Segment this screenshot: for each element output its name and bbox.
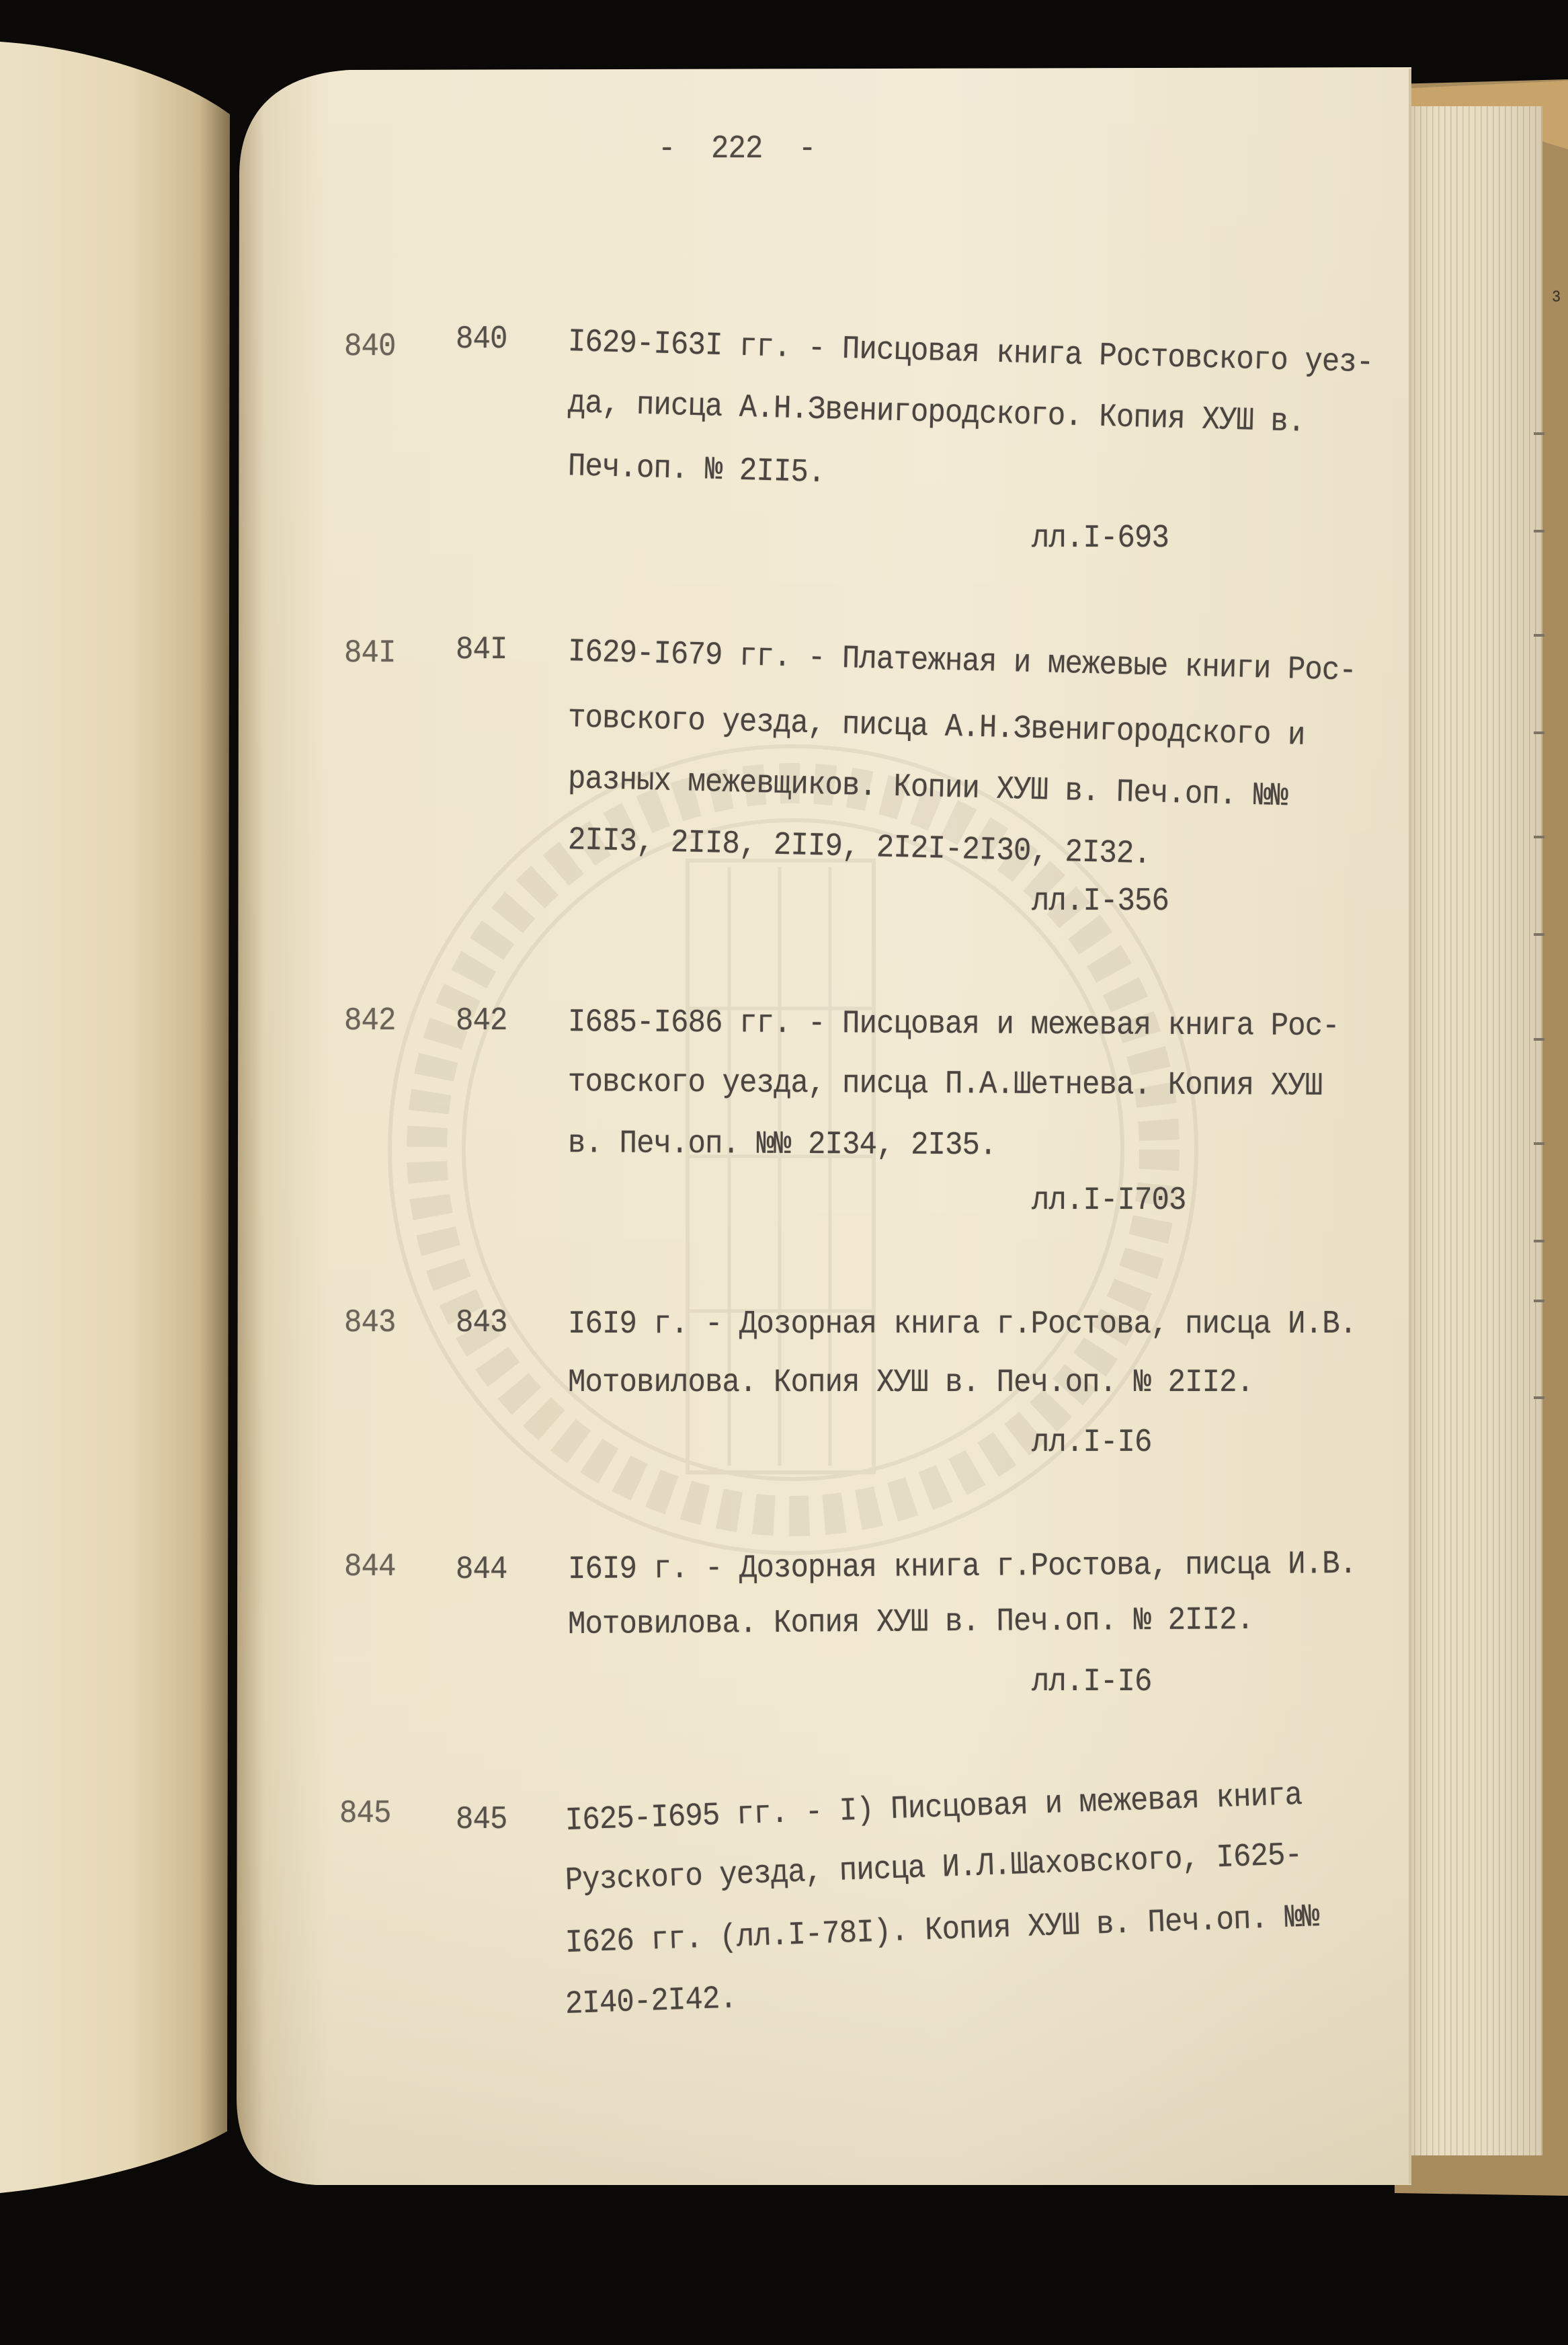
entry-sheets: лл.I-I703 (1032, 1182, 1186, 1220)
entry-number-left: 842 (344, 1002, 396, 1040)
entry-sheets: лл.I-693 (1032, 520, 1169, 557)
entry-text-line: I629-I63I гг. - Писцовая книга Ростовского уез- (567, 323, 1374, 382)
entry-text-line: 2II3, 2II8, 2II9, 2I2I-2I30, 2I32. (567, 822, 1151, 873)
entry-sheets: лл.I-356 (1032, 883, 1169, 920)
entry-text-line: I626 гг. (лл.I-78I). Копия ХУШ в. Печ.оп. №№ (565, 1899, 1320, 1962)
entry-text-line: I625-I695 гг. - I) Писцовая и межевая книга (565, 1777, 1303, 1840)
entry-number-left: 844 (344, 1548, 396, 1586)
entry-text-line: Рузского уезда, писца И.Л.Шаховского, I625- (565, 1837, 1303, 1900)
entry-text-line: товского уезда, писца П.А.Шетнева. Копия ХУШ (567, 1064, 1323, 1105)
left-page (0, 42, 230, 2193)
edge-page-mark: 3 (1552, 288, 1561, 307)
entry-text-line: I6I9 г. - Дозорная книга г.Ростова, писца И.В. (568, 1306, 1357, 1343)
entry-number-left: 840 (344, 328, 396, 366)
entry-text-line: в. Печ.оп. №№ 2I34, 2I35. (567, 1125, 997, 1164)
entry-number-right: 845 (456, 1801, 507, 1839)
entry-text-line: да, писца А.Н.Звенигородского. Копия ХУШ в. (567, 385, 1306, 442)
entry-number-right: 842 (456, 1002, 507, 1040)
entry-number-right: 84I (456, 631, 507, 669)
entry-number-right: 844 (456, 1551, 507, 1589)
entry-number-left: 843 (344, 1304, 396, 1342)
entry-number-right: 840 (456, 321, 507, 358)
entry-sheets: лл.I-I6 (1032, 1663, 1152, 1701)
entry-text-line: I6I9 г. - Дозорная книга г.Ростова, писца И.В. (567, 1546, 1357, 1589)
entry-text-line: товского уезда, писца А.Н.Звенигородского и (567, 699, 1306, 755)
entry-text-line: I685-I686 гг. - Писцовая и межевая книга Рос- (567, 1004, 1339, 1045)
page-number: - 222 - (658, 130, 816, 168)
entry-number-left: 845 (339, 1795, 391, 1833)
entry-text-line: Печ.оп. № 2II5. (567, 448, 826, 492)
entry-number-right: 843 (456, 1304, 507, 1342)
entry-text-line: Мотовилова. Копия ХУШ в. Печ.оп. № 2II2. (568, 1364, 1254, 1402)
entry-text-line: разных межевщиков. Копии ХУШ в. Печ.оп. №№ (567, 760, 1288, 816)
entry-sheets: лл.I-I6 (1032, 1424, 1152, 1462)
entry-text-line: Мотовилова. Копия ХУШ в. Печ.оп. № 2II2. (567, 1601, 1254, 1644)
entry-number-left: 84I (344, 635, 396, 672)
entry-text-line: I629-I679 гг. - Платежная и межевые книги Рос- (567, 633, 1357, 690)
entry-text-line: 2I40-2I42. (565, 1980, 737, 2024)
